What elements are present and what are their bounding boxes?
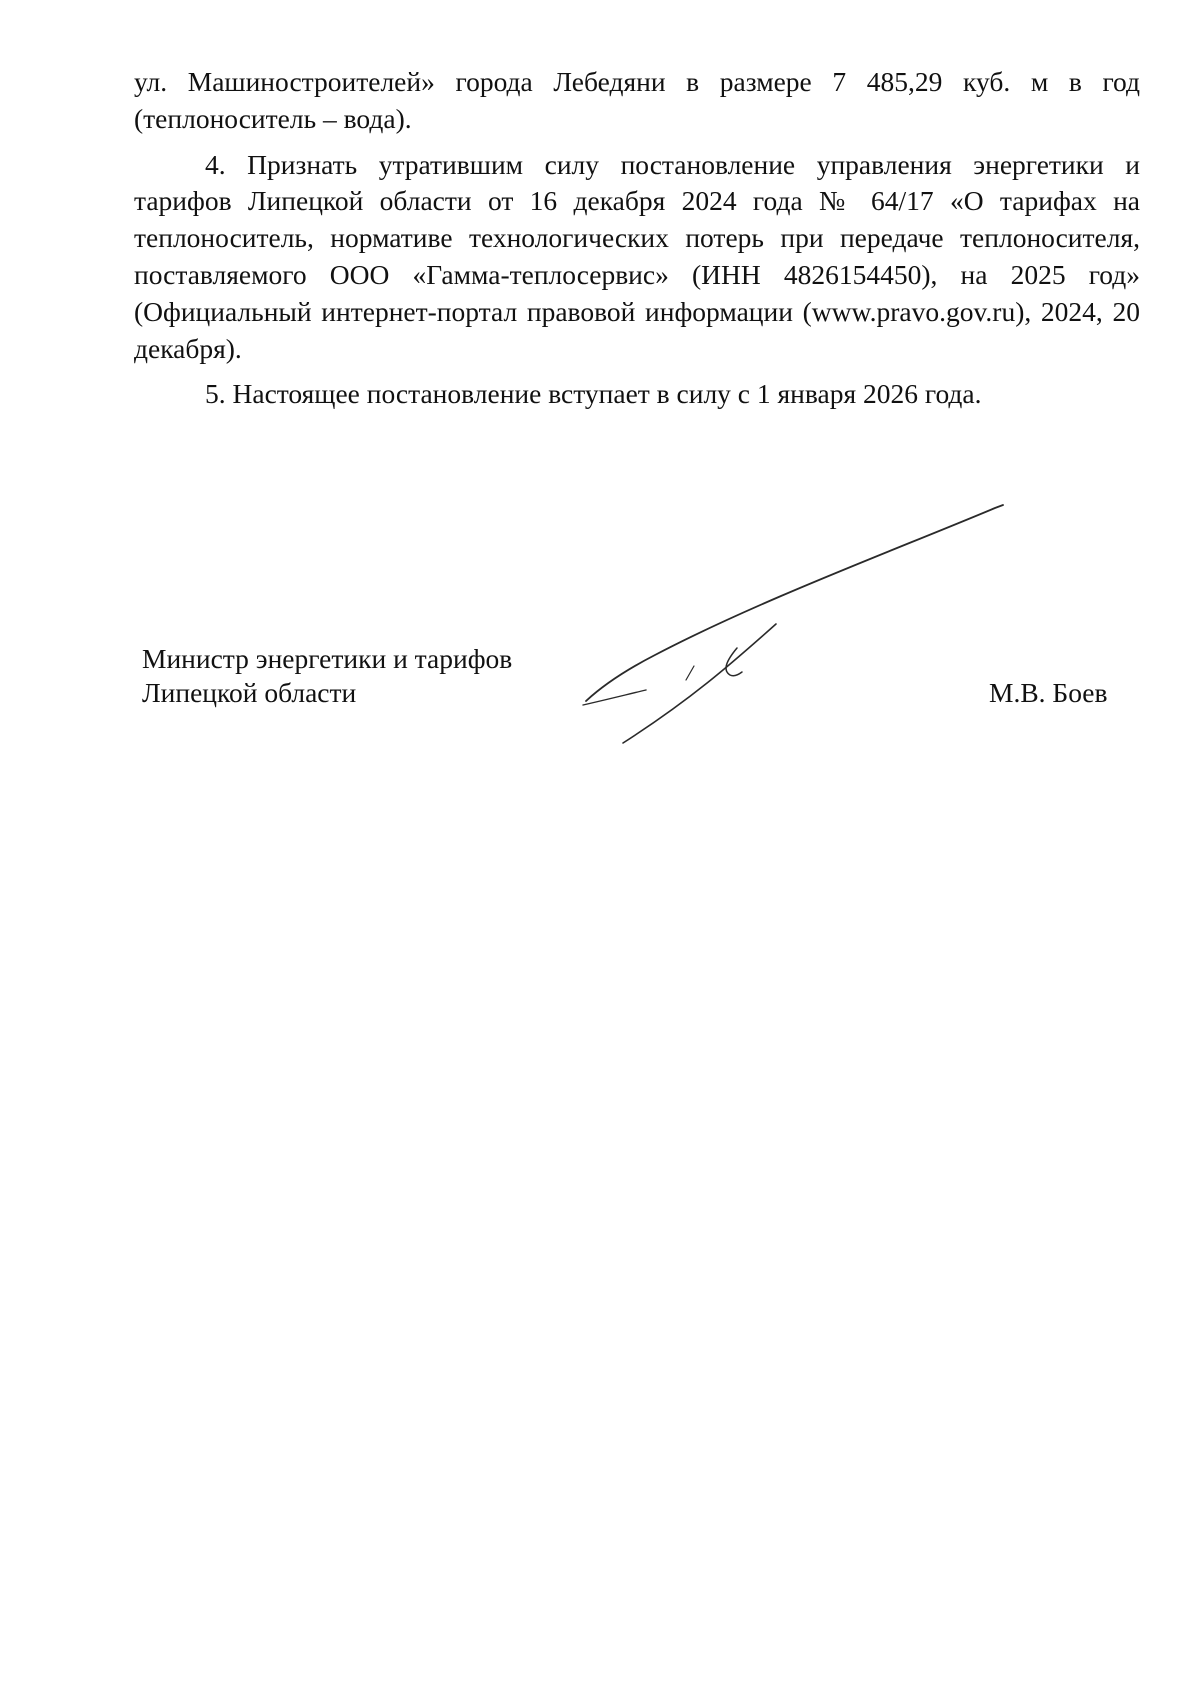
signature-stroke-main	[586, 505, 1003, 701]
signature-stroke-diagonal	[623, 624, 776, 743]
signatory-title-line-1: Министр энергетики и тарифов	[142, 643, 513, 674]
signatory-title-line-2: Липецкой области	[142, 677, 357, 708]
paragraph-item-5: 5. Настоящее постановление вступает в силу с 1 января 2026 года.	[205, 378, 982, 410]
signature-strokes	[583, 505, 1003, 743]
signature-stroke-base	[583, 690, 646, 705]
signatory-name: М.В. Боев	[989, 677, 1108, 708]
paragraph-continuation: ул. Машиностроителей» города Лебедяни в размере 7 485,29 куб. м в год (теплоноситель – вода).	[134, 66, 1140, 134]
signature-stroke-tick	[686, 666, 694, 680]
document-body	[134, 64, 1140, 413]
signatory-title	[142, 642, 512, 710]
signature-stroke-hook	[726, 648, 742, 676]
paragraph-item-4: 4. Признать утратившим силу постановление управления энергетики и тарифов Липецкой области от 16 декабря 2024 года № 64/17 «О тарифах на теплоноситель, нормативе технологических потерь при передаче теплоносителя, поставляемого ООО «Гамма-теплосервис» (ИНН 4826154450), на 2025 год» (Официальный интернет-портал правовой информации (www.pravo.gov.ru), 2024, 20 декабря).	[134, 148, 1140, 364]
